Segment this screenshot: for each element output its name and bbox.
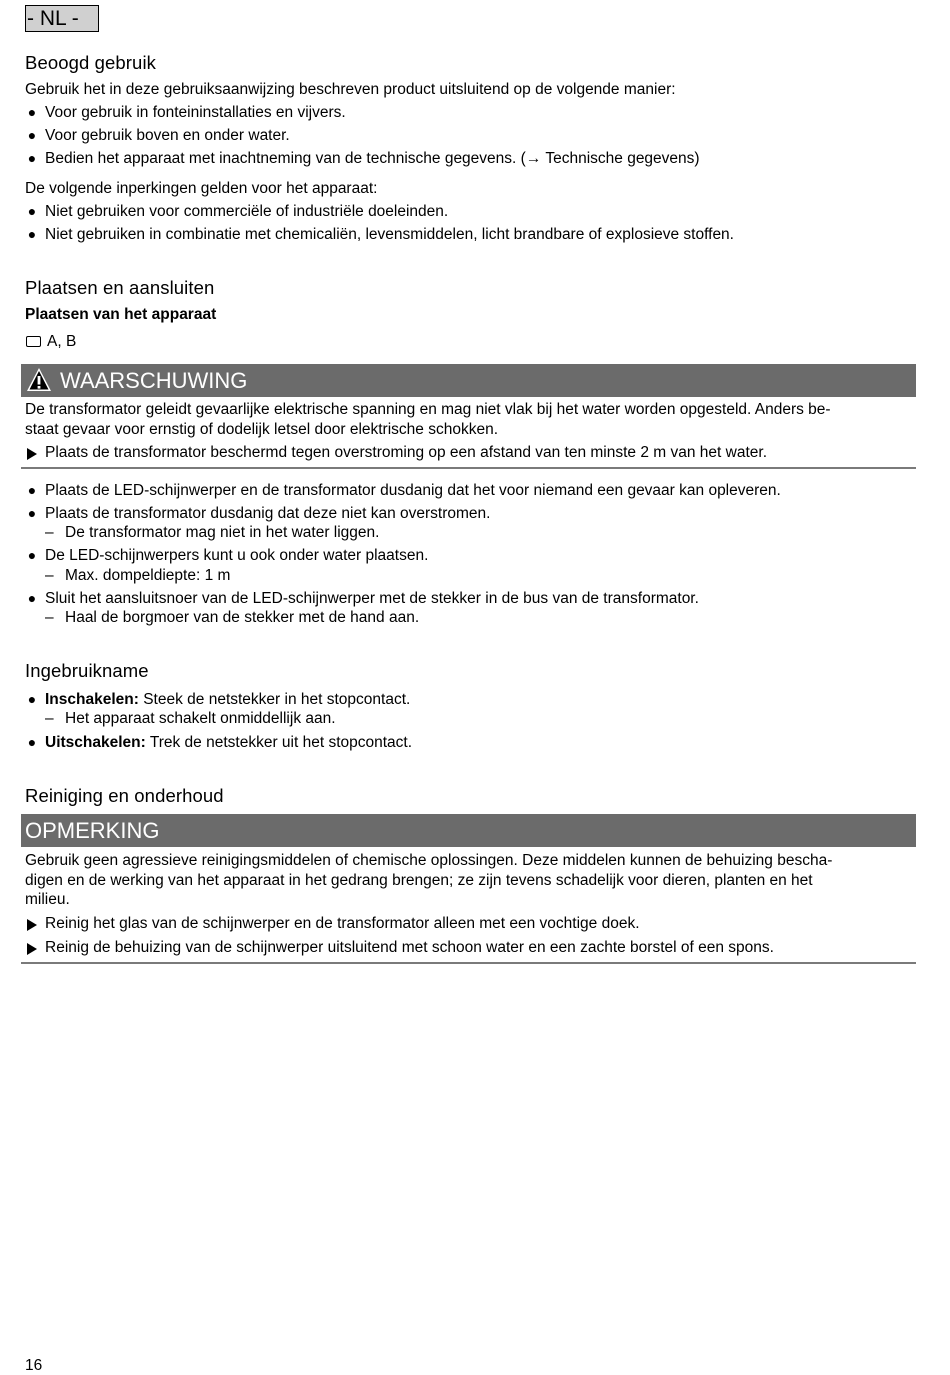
warning-label: WAARSCHUWING (60, 368, 248, 393)
note-text-line: digen en de werking van het apparaat in het gedrang brengen; ze zijn tevens schadelijk voor dieren, planten en het (25, 872, 813, 889)
intended-use-intro: Gebruik het in deze gebruiksaanwijzing beschreven product uitsluitend op de volgende manier: (25, 81, 676, 98)
section-heading-placement: Plaatsen en aansluiten (25, 277, 215, 298)
note-label: OPMERKING (25, 818, 160, 843)
bullet-icon: ● (27, 203, 37, 219)
divider (21, 467, 916, 469)
warning-banner (21, 364, 916, 397)
bullet-icon: ● (27, 150, 37, 166)
bullet-icon: ● (27, 590, 37, 606)
restrictions-intro: De volgende inperkingen gelden voor het apparaat: (25, 180, 378, 197)
subheading-placement: Plaatsen van het apparaat (25, 306, 217, 323)
bullet-icon: ● (27, 127, 37, 143)
section-heading-intended-use: Beoogd gebruik (25, 52, 156, 73)
bullet-icon: ● (27, 482, 37, 498)
bullet-icon: ● (27, 547, 37, 563)
bullet-icon: ● (27, 226, 37, 242)
section-heading-operation: Ingebruikname (25, 660, 149, 681)
bullet-icon: ● (27, 104, 37, 120)
play-arrow-icon (27, 448, 37, 460)
warning-triangle-icon (26, 367, 52, 393)
note-banner (21, 814, 916, 847)
warning-text-line: staat gevaar voor ernstig of dodelijk letsel door elektrische schokken. (25, 421, 498, 438)
warning-text-line: De transformator geleidt gevaarlijke elektrische spanning en mag niet vlak bij het water worden opgesteld. Anders be- (25, 401, 831, 418)
page-number: 16 (25, 1357, 43, 1374)
figure-icon (26, 336, 41, 347)
play-arrow-icon (27, 943, 37, 955)
manual-page: - NL - Beoogd gebruik Gebruik het in deze gebruiksaanwijzing beschreven product uitsluitend op de volgende manier: ● Voor gebruik in fonteininstallaties en vijvers. ● Voor gebruik boven en onder water. ● Bedien het apparaat met inachtneming van de technische gegevens. (→ Technische gegevens) De volgende inperkingen gelden voor het apparaat: ● Niet gebruiken voor commerciële of industriële doeleinden. ● Niet gebruiken in combinatie met chemicaliën, levensmiddelen, licht brandbare of explosieve stoffen. Plaatsen en aansluiten Plaatsen van het apparaat A, B WAARSCHUWING De transformator geleidt gevaarlijke elektrische spanning en mag niet vlak bij het water worden opgesteld. Anders be- staat gevaar voor ernstig of dodelijk letsel door elektrische schokken. Plaats de transformator beschermd tegen overstroming op een afstand van ten minste 2 m van het water. ● Plaats de LED-schijnwerper en de transformator dusdanig dat het voor niemand een gevaar kan opleveren. ● Plaats de transformator dusdanig dat deze niet kan overstromen. – De transformator mag niet in het water liggen. ● De LED-schijnwerpers kunt u ook onder water plaatsen. – Max. dompeldiepte: 1 m ● Sluit het aansluitsnoer van de LED-schijnwerper met de stekker in de bus van de transformator. – Haal de borgmoer van de stekker met de hand aan. Ingebruikname ● Inschakelen: Steek de netstekker in het stopcontact. – Het apparaat schakelt onmiddellijk aan. ● Uitschakelen: Trek de netstekker uit het stopcontact. Reiniging en onderhoud OPMERKING Gebruik geen agressieve reinigingsmiddelen of chemische oplossingen. Deze middelen kunnen de behuizing bescha- digen en de werking van het apparaat in het gedrang brengen; ze zijn tevens schadelijk voor dieren, planten en het milieu. Reinig het glas van de schijnwerper en de transformator alleen met een vochtige doek. Reinig de behuizing van de schijnwerper uitsluitend met schoon water en een zachte borstel of een spons. 16 (0, 0, 950, 1374)
divider (21, 962, 916, 964)
note-text-line: milieu. (25, 891, 70, 908)
play-arrow-icon (27, 919, 37, 931)
language-tag: - NL - (25, 5, 99, 32)
bullet-icon: ● (27, 691, 37, 707)
bullet-icon: ● (27, 505, 37, 521)
bullet-icon: ● (27, 734, 37, 750)
section-heading-cleaning: Reiniging en onderhoud (25, 785, 224, 806)
note-text-line: Gebruik geen agressieve reinigingsmiddelen of chemische oplossingen. Deze middelen kunnen de behuizing bescha- (25, 852, 833, 869)
